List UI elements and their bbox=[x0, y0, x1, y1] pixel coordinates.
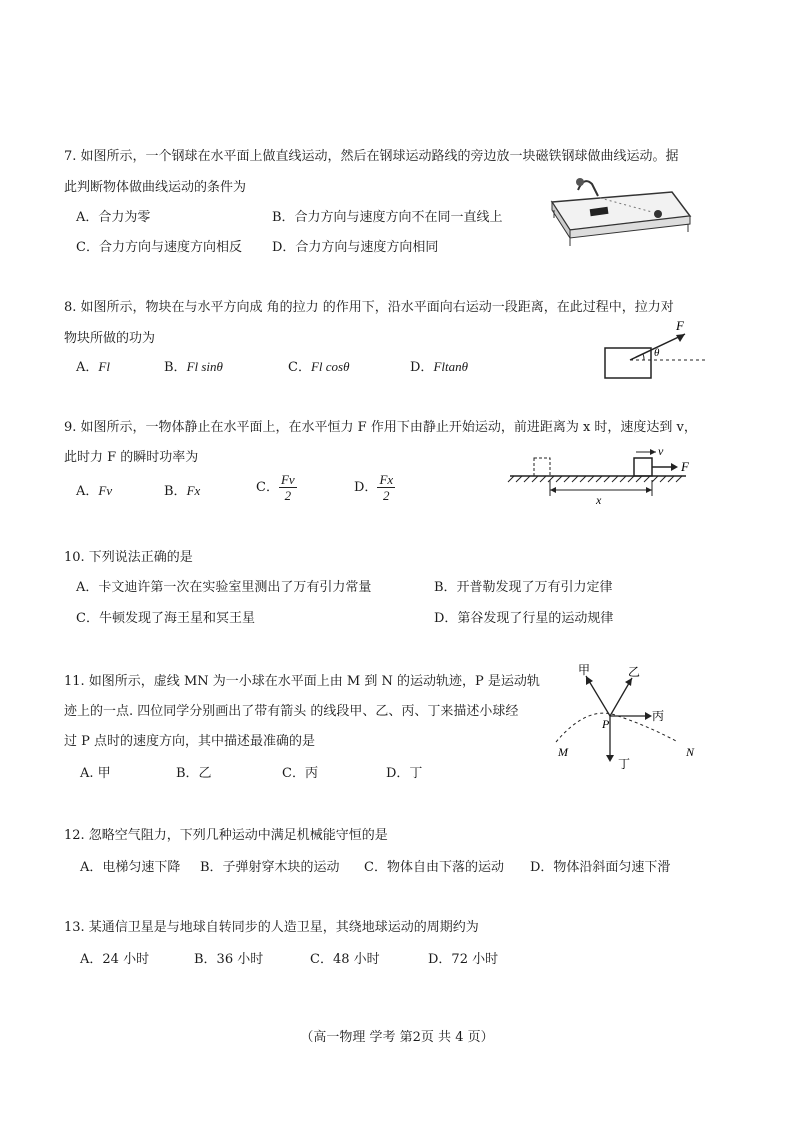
q12-option-c: C．物体自由下落的运动 bbox=[364, 860, 504, 875]
q9-option-b: B．Fx bbox=[164, 483, 201, 499]
q8-fig-force-label: F bbox=[676, 318, 684, 333]
q7-option-d: D．合力方向与速度方向相同 bbox=[272, 240, 439, 255]
q9-fig-force-label: F bbox=[681, 459, 689, 474]
q11-stem-line2: 迹上的一点. 四位同学分别画出了带有箭头 的线段甲、乙、丙、丁来描述小球经 bbox=[64, 704, 519, 719]
q11-option-a: A. 甲 bbox=[80, 766, 111, 781]
q12-option-b: B．子弹射穿木块的运动 bbox=[200, 860, 340, 875]
q8-option-a: A．Fl bbox=[76, 359, 110, 375]
q9-stem-line1: 9. 如图所示，一物体静止在水平面上，在水平恒力 F 作用下由静止开始运动，前进距离为 x 时，速度达到 v， bbox=[64, 420, 697, 435]
q8-figure-block-force bbox=[600, 318, 710, 384]
q10-stem: 10. 下列说法正确的是 bbox=[64, 550, 193, 565]
q12-option-a: A．电梯匀速下降 bbox=[80, 860, 181, 875]
q11-figure-trajectory bbox=[548, 664, 708, 776]
q8-stem-line2: 物块所做的功为 bbox=[64, 331, 156, 346]
q7-figure-magnet-table bbox=[540, 168, 700, 250]
q11-fig-label-ding: 丁 bbox=[618, 757, 631, 771]
q13-option-d: D．72 小时 bbox=[428, 952, 499, 967]
q11-fig-point-n: N bbox=[686, 745, 695, 759]
q9-fig-velocity-label: v bbox=[658, 444, 664, 458]
q11-fig-label-jia: 甲 bbox=[578, 664, 591, 677]
q7-stem-line2: 此判断物体做曲线运动的条件为 bbox=[64, 180, 247, 195]
q9-fig-distance-label: x bbox=[596, 493, 602, 507]
q10-option-a: A．卡文迪许第一次在实验室里测出了万有引力常量 bbox=[76, 580, 372, 595]
q11-option-c: C．丙 bbox=[282, 766, 318, 781]
q10-option-d: D．第谷发现了行星的运动规律 bbox=[434, 611, 614, 626]
q11-option-d: D．丁 bbox=[386, 766, 423, 781]
q9-option-a: A．Fv bbox=[76, 483, 113, 499]
q7-option-a: A．合力为零 bbox=[76, 210, 151, 225]
q9-option-c: C． $\frac{Fv}{2}$ bbox=[256, 472, 295, 503]
q8-option-d: D．Fltanθ bbox=[410, 359, 468, 375]
page-footer: （高一物理 学考 第2页 共 4 页） bbox=[300, 1030, 494, 1045]
q8-stem-line1: 8. 如图所示，物块在与水平方向成 角的拉力 的作用下，沿水平面向右运动一段距离，在此过程中，拉力对 bbox=[64, 300, 674, 315]
q9-figure-block-ground bbox=[506, 440, 702, 508]
q7-stem-line1: 7. 如图所示，一个钢球在水平面上做直线运动，然后在钢球运动路线的旁边放一块磁铁钢球做曲线运动。据 bbox=[64, 149, 679, 164]
q9-option-d: D． $\frac{Fx}{2}$ bbox=[354, 472, 394, 503]
q7-option-b: B．合力方向与速度方向不在同一直线上 bbox=[272, 210, 503, 225]
q8-option-b: B．Fl sinθ bbox=[164, 359, 223, 375]
q12-option-d: D．物体沿斜面匀速下滑 bbox=[530, 860, 671, 875]
q10-option-b: B．开普勒发现了万有引力定律 bbox=[434, 580, 613, 595]
q13-stem: 13. 某通信卫星是与地球自转同步的人造卫星，其绕地球运动的周期约为 bbox=[64, 920, 479, 935]
q11-fig-point-m: M bbox=[558, 745, 568, 759]
q11-fig-label-bing: 丙 bbox=[652, 709, 665, 723]
q12-stem: 12. 忽略空气阻力，下列几种运动中满足机械能守恒的是 bbox=[64, 828, 388, 843]
q13-option-a: A．24 小时 bbox=[80, 952, 150, 967]
q13-option-c: C．48 小时 bbox=[310, 952, 380, 967]
q11-fig-label-yi: 乙 bbox=[628, 665, 641, 679]
q11-option-b: B．乙 bbox=[176, 766, 212, 781]
q7-option-c: C．合力方向与速度方向相反 bbox=[76, 240, 242, 255]
q8-fig-angle-label: θ bbox=[654, 347, 660, 359]
q13-option-b: B．36 小时 bbox=[194, 952, 264, 967]
q10-option-c: C．牛顿发现了海王星和冥王星 bbox=[76, 611, 255, 626]
q8-option-c: C．Fl cosθ bbox=[288, 359, 350, 375]
q11-fig-point-p: P bbox=[602, 717, 610, 731]
q9-stem-line2: 此时力 F 的瞬时功率为 bbox=[64, 450, 199, 465]
q11-stem-line3: 过 P 点时的速度方向，其中描述最准确的是 bbox=[64, 734, 316, 749]
q11-stem-line1: 11. 如图所示，虚线 MN 为一小球在水平面上由 M 到 N 的运动轨迹，P 是运动轨 bbox=[64, 674, 540, 689]
